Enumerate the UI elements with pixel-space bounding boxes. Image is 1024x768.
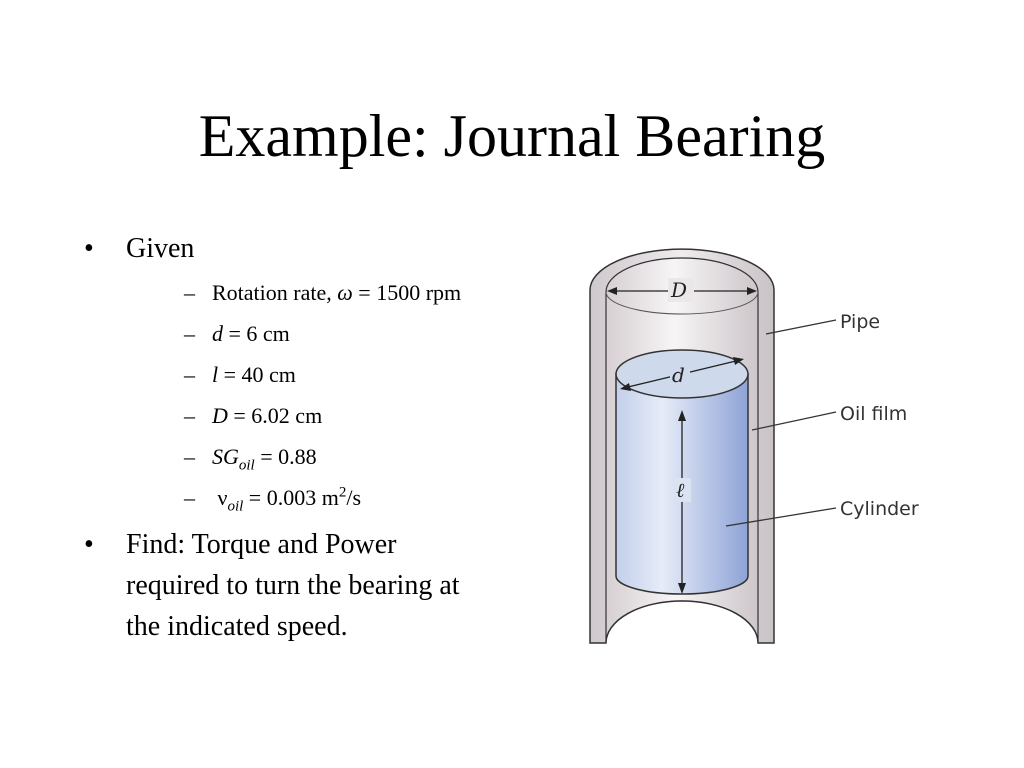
cylinder-label: Cylinder	[840, 498, 919, 520]
find-line-2: required to turn the bearing at	[126, 570, 460, 601]
bullet-list	[84, 230, 554, 647]
find-line-3: the indicated speed.	[126, 611, 348, 642]
given-list	[126, 272, 554, 518]
nu-subscript: oil	[227, 498, 244, 515]
given-item-rotation-rate	[126, 272, 554, 313]
nu-symbol: ν	[217, 485, 228, 510]
given-item-nu-oil	[126, 477, 554, 518]
sg-subscript: oil	[238, 457, 255, 474]
dash-marker: –	[184, 485, 195, 510]
nu-units-tail: /s	[346, 485, 362, 510]
length-label: ℓ	[676, 478, 685, 502]
sg-value: = 0.88	[254, 444, 317, 469]
find-line-1: Find: Torque and Power	[126, 529, 397, 560]
dash-marker: –	[184, 321, 195, 346]
omega-symbol: ω	[337, 280, 353, 305]
bullet-marker: •	[84, 233, 94, 264]
dash-marker: –	[184, 280, 195, 305]
slide-title: Example: Journal Bearing	[198, 103, 826, 169]
bullet-find	[84, 524, 554, 647]
journal-bearing-figure	[580, 240, 940, 650]
nu-value: = 0.003 m	[243, 485, 339, 510]
bullet-marker: •	[84, 529, 94, 560]
sg-symbol: SG	[212, 444, 239, 469]
d-value: = 6 cm	[223, 321, 290, 346]
D-symbol: D	[212, 403, 228, 428]
outer-diameter-label: D	[671, 278, 688, 302]
nu-superscript: 2	[338, 484, 347, 501]
given-item-d	[126, 313, 554, 354]
d-symbol: d	[212, 321, 223, 346]
l-value: = 40 cm	[218, 362, 296, 387]
D-value: = 6.02 cm	[227, 403, 323, 428]
dash-marker: –	[184, 362, 195, 387]
rotation-rate-value: = 1500 rpm	[352, 280, 462, 305]
bullet-given	[84, 230, 554, 518]
oil-film-label: Oil film	[840, 403, 908, 425]
given-label: Given	[126, 233, 195, 264]
given-item-D	[126, 395, 554, 436]
rotation-rate-prefix: Rotation rate,	[212, 280, 338, 305]
pipe-leader-line	[766, 320, 836, 334]
dash-marker: –	[184, 403, 195, 428]
dash-marker: –	[184, 444, 195, 469]
pipe-label: Pipe	[840, 311, 881, 333]
inner-diameter-label: d	[672, 363, 685, 387]
l-symbol: l	[212, 362, 219, 387]
given-item-l	[126, 354, 554, 395]
given-item-sg-oil	[126, 436, 554, 477]
